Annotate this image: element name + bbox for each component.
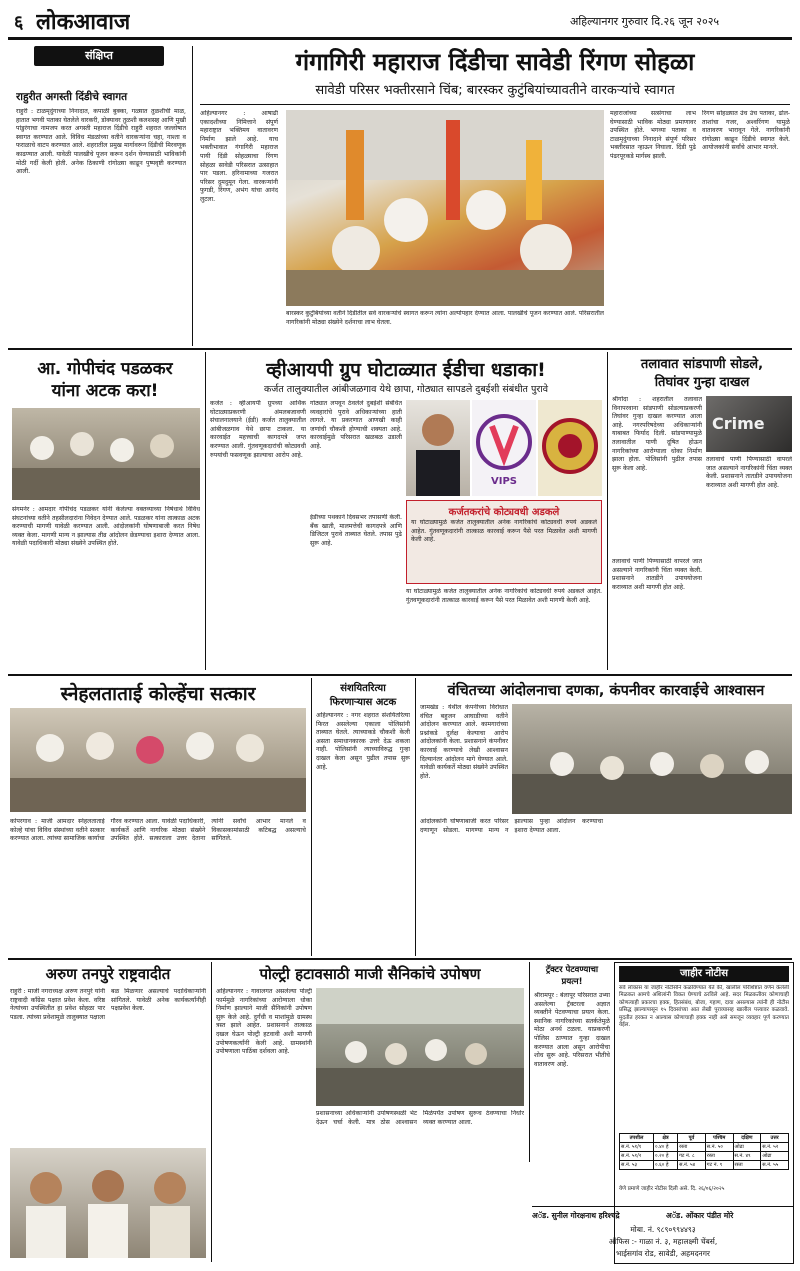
table-cell: स.नं. ४९ (733, 1152, 761, 1161)
gopichand-photo-art (12, 408, 200, 500)
lead-story (196, 44, 794, 346)
notice-table (619, 1133, 789, 1170)
lead-photo-art (286, 110, 604, 306)
lead-photo (286, 110, 604, 306)
vip-story (208, 352, 604, 672)
lead-subhead: सावेडी परिसर भक्तीरसाने चिंब; बारस्कर कुटुंबियांच्यावतीने वारकऱ्यांचे स्वागत (315, 83, 675, 98)
row2-divider (8, 674, 792, 676)
sainik-body-2: प्रशासनाच्या अधिकाऱ्यांनी उपोषणस्थळी भेट देऊन चर्चा केली. मात्र ठोस आश्वासन मिळेपर्यंत उपोषण सुरूच ठेवण्याचा निर्धार व्यक्त करण्यात आला. (316, 1110, 524, 1126)
lead-body-mid: बारस्कर कुटुंबियांच्या वतीने दिंडीतील सर्व वारकऱ्यांचे स्वागत करून त्यांना अल्पोपहार देण्यात आला. पालखीचे पूजन करण्यात आले. परिसरातील नागरिकांनी मोठ्या संख्येने दर्शनाचा लाभ घेतला. (286, 310, 604, 326)
gopichand-photo (12, 408, 200, 500)
dateline: अहिल्यानगर गुरुवार दि.२६ जून २०२५ (570, 15, 720, 28)
col-divider-e (211, 962, 212, 1262)
ed-seal (538, 400, 602, 496)
table-cell: स.नं. ५५ (761, 1161, 789, 1170)
notice-signature-block (532, 1206, 794, 1266)
kiran-body: अहिल्यानगर : नगर शहरात संशयितरित्या फिरत असलेल्या एकाला पोलिसांनी ताब्यात घेतले. त्याच्याकडे चौकशी केली असता समाधानकारक उत्तरे देऊ शकला नाही. पोलिसांनी त्याच्याविरुद्ध गुन्हा दाखल केला असून पुढील तपास सुरू आहे. (316, 712, 410, 771)
vip-subhead: कर्जत तालुक्यातील आंबीजळगाव येथे छापा, गोठ्यात सापडले दुबईशी संबंधीत पुरावे (263, 384, 548, 395)
vanchit-photo (512, 704, 792, 814)
lead-body-right2: रिंगण सोहळ्यात उंच उंच पताका, ढोल-ताशांचा गजर, अश्वरिंगण यामुळे वातावरण भारावून गेले. नागरिकांनी रांगोळ्या काढून दिंडीचे स्वागत केले. आयोजकांनी सर्वांचे आभार मानले. (702, 110, 790, 152)
table-cell: ०.२० हे (653, 1152, 677, 1161)
table-cell: रस्ता (733, 1161, 761, 1170)
masthead-rule (8, 37, 792, 40)
notice-contact: मोबा. नं. ९८९०९९४४९३ (630, 1225, 696, 1234)
talavat-body-right: तलावाचे पाणी पिण्यासाठी वापरले जात असल्याने नागरिकांनी चिंता व्यक्त केली. प्रशासनाने तातडीने उपाययोजना कराव्यात अशी मागणी होत आहे. (706, 456, 792, 489)
gopichand-body: संगमनेर : आमदार गोपीचंद पडळकर यांनी केलेल्या वक्तव्याच्या निषेधार्थ विविध संघटनांच्या वतीने तहसीलदारांना निवेदन देण्यात आले. पडळकर यांना तात्काळ अटक करण्याची मागणी यावेळी करण्यात आली. आंदोलकांनी घोषणाबाजी करत निषेध व्यक्त केला. मागणी मान्य न झाल्यास तीव्र आंदोलन छेडण्याचा इशारा देण्यात आला. यावेळी पदाधिकारी मोठ्या संख्येने उपस्थित होते. (12, 506, 200, 548)
sainik-story (214, 962, 526, 1262)
tractor-headline-2: प्रयत्न! (561, 977, 583, 987)
vip-body-mid: गोठ्यात लपवून ठेवलेले दुबईशी संबंधित व्यवहारांचे पुरावे अधिकाऱ्यांच्या हाती लागले. या प्रकरणात आणखी काही जणांची चौकशी होण्याची शक्यता आहे. कारवाईमुळे परिसरात खळबळ उडाली आहे. (310, 400, 402, 450)
table-cell: स.नं. ५१/२ (620, 1152, 654, 1161)
kiran-headline-1: संशयितरित्या (340, 683, 386, 694)
gopichand-story (8, 352, 202, 672)
notice-th: दक्षिण (733, 1134, 761, 1143)
lead-headline: गंगागिरी महाराज दिंडीचा सावेडी रिंगण सोहळा (295, 48, 695, 76)
gopichand-headline-2: यांना अटक करा! (51, 381, 159, 401)
table-cell: ०.४० हे (653, 1143, 677, 1152)
notice-footer-note: येणे प्रमाणे जाहीर नोटीस दिली असे. दि. २६/०६/२०२५ (619, 1186, 725, 1192)
col-divider-f (529, 962, 530, 1162)
lead-body-right: महाराजांच्या सत्संगाचा लाभ घेण्यासाठी भाविक मोठ्या प्रमाणावर उपस्थित होते. भगव्या पताका व टाळमृदुंगाच्या निनादाने संपूर्ण परिसर भक्तीरसात न्हाऊन निघाला. दिंडी पुढे पंढरपूरकडे मार्गस्थ झाली. (610, 110, 696, 160)
brief-headline: राहुरीत अगस्ती दिंडीचे स्वागत (16, 91, 128, 103)
snehalata-story (8, 678, 308, 956)
brief-section (12, 46, 186, 346)
table-cell: स.नं. ५३ (620, 1161, 654, 1170)
arun-photo (10, 1148, 206, 1258)
vip-body-bottom: या घोटाळ्यामुळे कर्जत तालुक्यातील अनेक नागरिकांचे कोट्यवधी रुपये अडकले आहेत. गुंतवणूकदारांनी तात्काळ कारवाई करून पैसे परत मिळावेत अशी मागणी केली आहे. (406, 588, 602, 604)
snehalata-headline: स्नेहलताताई कोल्हेंचा सत्कार (60, 683, 256, 705)
sainik-body: अहिल्यानगर : गावालगत असलेल्या पोल्ट्री फार्ममुळे नागरिकांच्या आरोग्याला धोका निर्माण झाल्याने माजी सैनिकांनी उपोषण सुरू केले आहे. दुर्गंधी व माशांमुळे ग्रामस्थ त्रस्त झाले आहेत. प्रशासनाने तात्काळ दखल घेऊन पोल्ट्री हटवावी अशी मागणी उपोषणकर्त्यांनी केली आहे. ग्रामस्थांनी उपोषणाला पाठिंबा दर्शवला आहे. (216, 988, 312, 1056)
vip-caption-box (406, 500, 602, 584)
talavat-headline-1: तलावात सांडपाणी सोडले, (640, 357, 764, 372)
table-row (620, 1161, 789, 1170)
arun-story (8, 962, 208, 1262)
notice-table-header (620, 1134, 789, 1143)
table-cell: गट नं. ८ (678, 1152, 706, 1161)
gopichand-headline-1: आ. गोपीचंद पडळकर (37, 359, 173, 379)
notice-th: पूर्व (678, 1134, 706, 1143)
vip-caption-body: या घोटाळ्यामुळे कर्जत तालुक्यातील अनेक नागरिकांचे कोट्यवधी रुपये अडकले आहेत. गुंतवणूकदारांनी तात्काळ कारवाई करून पैसे परत मिळावेत अशी मागणी केली आहे. (411, 519, 597, 544)
row1-divider (8, 348, 792, 350)
col-divider-a (205, 352, 206, 670)
lead-rule (200, 104, 790, 105)
notice-address-1: ऑफिस :- गाळा नं. ३, महालक्ष्मी चेंबर्स, (608, 1237, 718, 1246)
vip-logo (472, 400, 536, 496)
table-cell: स.नं. ५४ (678, 1161, 706, 1170)
ed-seal-icon (538, 400, 602, 496)
notice-th: क्षेत्र (653, 1134, 677, 1143)
vip-body-right: ईडीच्या पथकाने दिवसभर तपासणी केली. बँक खाती, मालमत्तेची कागदपत्रे आणि डिजिटल पुरावे ताब्यात घेतले. तपास पुढे सुरू आहे. (310, 514, 402, 547)
col-divider-c (311, 678, 312, 956)
vip-headline: व्हीआयपी ग्रुप घोटाळ्यात ईडीचा धडाका! (266, 359, 546, 381)
vanchit-photo-art (512, 704, 792, 814)
table-cell: रस्ता (678, 1143, 706, 1152)
talavat-body-2: तलावाचे पाणी पिण्यासाठी वापरले जात असल्याने नागरिकांनी चिंता व्यक्त केली. प्रशासनाने तातडीने उपाययोजना कराव्यात अशी मागणी होत आहे. (612, 558, 702, 591)
sainik-headline: पोल्ट्री हटावसाठी माजी सैनिकांचे उपोषण (259, 965, 481, 983)
table-cell: ओढा (733, 1143, 761, 1152)
notice-advocate-1: अॅड. सुनील गोरक्षनाथ हरिश्चंद्रे (532, 1211, 620, 1220)
arun-body: राहुरी : माजी नगराध्यक्ष अरुण तनपुरे यांनी राष्ट्रवादी काँग्रेस पक्षात प्रवेश केला. वरिष्ठ नेत्यांच्या उपस्थितीत हा प्रवेश सोहळा पार पडला. त्यांच्या प्रवेशामुळे तालुक्यात पक्षाला बळ मिळणार असल्याचे पदाधिकाऱ्यांनी सांगितले. यावेळी अनेक कार्यकर्त्यांनीही पक्षप्रवेश केला. (10, 988, 206, 1021)
table-cell: स.नं. ५१/१ (620, 1143, 654, 1152)
talavat-body: श्रीगोंदा : शहरातील तलावात विनापरवाना सांडपाणी सोडल्याप्रकरणी तिघांवर गुन्हा दाखल करण्यात आला आहे. नगरपरिषदेच्या अधिकाऱ्यांनी याबाबत फिर्याद दिली. सांडपाण्यामुळे तलावातील पाणी दूषित होऊन नागरिकांच्या आरोग्याला धोका निर्माण झाला होता. पोलिसांनी पुढील तपास सुरू केला आहे. (612, 396, 702, 472)
sainik-photo (316, 988, 524, 1106)
notice-address-2: भाईसगांव रोड, सावेडी, अहमदनगर (615, 1249, 710, 1258)
notice-title: जाहीर नोटीस (619, 966, 789, 982)
tractor-headline-1: ट्रॅक्टर पेटवण्याचा (545, 965, 599, 975)
table-cell: गट नं. ९ (705, 1161, 733, 1170)
vip-caption: कर्जतकरांचे कोट्यवधी अडकले (448, 507, 560, 518)
vip-logo-text: VIPS (491, 476, 517, 487)
vanchit-story (418, 678, 794, 956)
tractor-body: श्रीरामपूर : बेलापूर परिसरात उभ्या असलेल्या ट्रॅक्टरला अज्ञात व्यक्तीने पेटवण्याचा प्रयत्न केला. स्थानिक नागरिकांच्या सतर्कतेमुळे मोठा अनर्थ टळला. याप्रकरणी पोलिस ठाण्यात गुन्हा दाखल करण्यात आला असून आरोपीचा शोध सुरू आहे. परिसरात भीतीचे वातावरण आहे. (534, 992, 610, 1068)
vanchit-body: जामखेड : येथील कंपनीच्या विरोधात वंचित बहुजन आघाडीच्या वतीने आंदोलन करण्यात आले. कामगारांच्या प्रश्नांकडे दुर्लक्ष केल्याचा आरोप आंदोलकांनी केला. प्रशासनाने कंपनीवर कारवाई करण्याचे लेखी आश्वासन दिल्यानंतर आंदोलन मागे घेण्यात आले. यावेळी कार्यकर्ते मोठ्या संख्येने उपस्थित होते. (420, 704, 508, 780)
table-cell: ओढा (761, 1152, 789, 1161)
crime-photo (706, 396, 792, 452)
masthead (0, 0, 800, 40)
notice-advocate-2: अॅड. ओंकार पंडीत मोरे (666, 1211, 734, 1220)
snehalata-body: कोपरगाव : माजी आमदार स्नेहलताताई कोल्हे यांचा विविध संस्थांच्या वतीने सत्कार करण्यात आला. त्यांच्या सामाजिक कार्याचा गौरव करण्यात आला. यावेळी पदाधिकारी, कार्यकर्ते आणि नागरिक मोठ्या संख्येने उपस्थित होते. सत्काराला उत्तर देताना त्यांनी सर्वांचे आभार मानले व विकासकामांसाठी कटिबद्ध असल्याचे सांगितले. (10, 818, 306, 843)
table-cell: ०.६० हे (653, 1161, 677, 1170)
table-cell: स.नं. ५० (705, 1143, 733, 1152)
vip-person-photo (406, 400, 470, 496)
crime-label: Crime (712, 414, 765, 433)
vip-person-art (406, 400, 470, 496)
vanchit-headline: वंचितच्या आंदोलनाचा दणका, कंपनीवर कारवाईचे आश्वासन (447, 683, 765, 699)
page-number: ६ (14, 12, 24, 33)
brief-divider (192, 46, 193, 346)
notice-body: सर्व लोकांस या जाहीर नोटीसीने कळविण्यात येते की, खालील परिशिष्टात वर्णन केलेली मिळकत आमचे अशिलांनी विकत घेण्याचे ठरविले आहे. सदर मिळकतीवर कोणाचाही कोणत्याही प्रकारचा हक्क, हितसंबंध, बोजा, गहाण, दावा असल्यास त्यांनी ही नोटीस प्रसिद्ध झाल्यापासून १५ दिवसांच्या आत लेखी पुराव्यासह खालील पत्त्यावर कळवावे. मुदतीत हरकत न आल्यास कोणाचाही हक्क नाही असे समजून व्यवहार पूर्ण करण्यात येईल. (619, 985, 789, 1029)
row3-divider (8, 958, 792, 960)
vanchit-body-2: आंदोलकांनी घोषणाबाजी करत परिसर दणाणून सोडला. मागण्या मान्य न झाल्यास पुन्हा आंदोलन करण्याचा इशारा देण्यात आला. (420, 818, 603, 834)
notice-th: पश्चिम (705, 1134, 733, 1143)
brief-section-title: संक्षिप्त (34, 46, 164, 66)
lead-body-left: अहिल्यानगर : आषाढी एकादशीच्या निमित्ताने संपूर्ण महाराष्ट्रात भक्तिमय वातावरण निर्माण झाले आहे. याच भक्तीभावात गंगागिरी महाराज पायी दिंडी सोहळ्याचा रिंगण सोहळा सावेडी परिसरात उत्साहात पार पडला. हरिनामाच्या गजरात परिसर दुमदुमून गेला. वारकऱ्यांनी फुगडी, रिंगण, अभंग यांचा आनंद लुटला. (200, 110, 278, 203)
table-cell: स.नं. ५२ (761, 1143, 789, 1152)
table-row (620, 1143, 789, 1152)
vip-body-left: कर्जत : व्हीआयपी ग्रुपच्या आर्थिक घोटाळ्याप्रकरणी अंमलबजावणी संचालनालयाने (ईडी) कर्जत तालुक्यातील आंबीजळगाव येथे छापा टाकला. या कारवाईत महत्त्वाची कागदपत्रे जप्त करण्यात आली. गुंतवणूकदारांची कोट्यवधी रुपयांची फसवणूक झाल्याचा आरोप आहे. (210, 400, 306, 459)
kiran-headline-2: फिरणाऱ्यास अटक (329, 697, 397, 708)
snehalata-photo-art (10, 708, 306, 812)
kiran-story (314, 678, 412, 956)
notice-th: उत्तर (761, 1134, 789, 1143)
arun-photo-art (10, 1148, 206, 1258)
col-divider-d (415, 678, 416, 956)
talavat-story (610, 352, 794, 672)
arun-headline: अरुण तनपुरे राष्ट्रवादीत (45, 965, 171, 983)
snehalata-photo (10, 708, 306, 812)
notice-th: तपशील (620, 1134, 654, 1143)
talavat-headline-2: तिघांवर गुन्हा दाखल (654, 375, 750, 390)
table-cell: रस्ता (705, 1152, 733, 1161)
col-divider-b (607, 352, 608, 670)
brief-body: राहुरी : टाळमृदुंगाच्या निनादात, कपाळी बुक्का, गळ्यात तुळशीची माळ, हातात भगवी पताका घेतलेले वारकरी, डोक्यावर तुळशी कलशसह आणि मुखी पांडुरंगाचा नामजप करत अगस्ती महाराज दिंडीचे राहुरी शहरात जल्लोषात स्वागत करण्यात आले. विविध मंडळांच्या वतीने वारकऱ्यांना चहा, नाश्ता व फराळाचे वाटप करण्यात आले. शहरातील प्रमुख मार्गावरून दिंडीची मिरवणूक काढण्यात आली. यावेळी पालखीचे पूजन करून दर्शन घेण्यासाठी भाविकांनी मोठी गर्दी केली होती. अनेक ठिकाणी रांगोळ्या काढून पुष्पवृष्टी करण्यात आली. (16, 108, 186, 176)
newspaper-logo: लोकआवाज (36, 10, 131, 35)
sainik-photo-art (316, 988, 524, 1106)
table-row (620, 1152, 789, 1161)
